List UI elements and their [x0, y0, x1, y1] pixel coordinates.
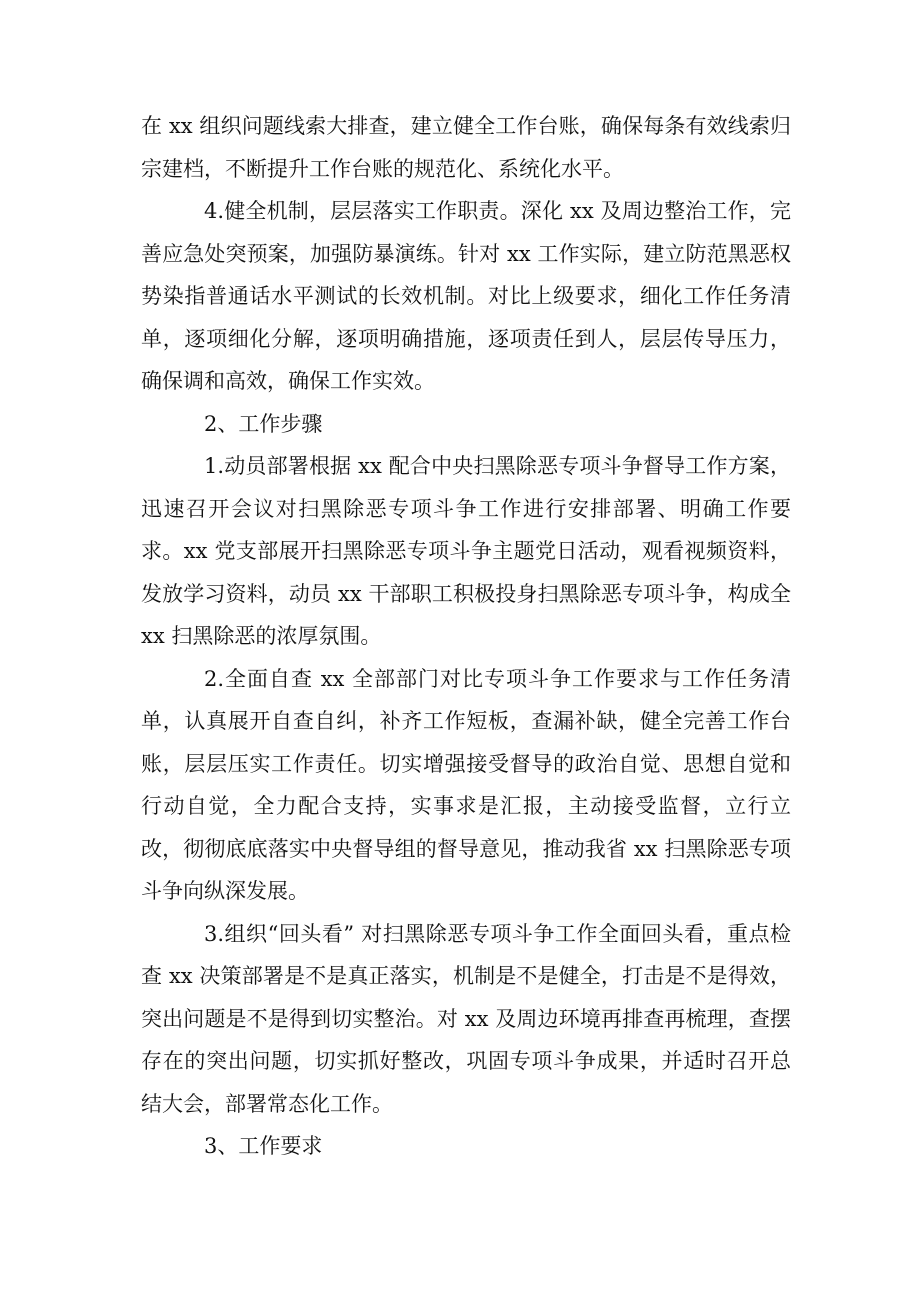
section-heading-work-steps: 2、工作步骤	[204, 411, 323, 436]
paragraph-self-inspection: 2.全面自查 xx 全部部门对比专项斗争工作要求与工作任务清单，认真展开自查自纠，补齐工作短板，查漏补缺，健全完善工作台账，层层压实工作责任。切实增强接受督导的政治自觉、思想自觉和行动自觉，全力配合支持，实事求是汇报，主动接受监督，立行立改，彻彻底底落实中央督导组的督导意见，推动我省 xx 扫黑除恶专项斗争向纵深发展。	[141, 666, 791, 903]
section-heading-work-requirements: 3、工作要求	[204, 1134, 323, 1158]
paragraph-continuation: 在 xx 组织问题线索大排查，建立健全工作台账，确保每条有效线索归宗建档，不断提升工作台账的规范化、系统化水平。	[141, 114, 791, 181]
paragraph-mechanism: 4.健全机制，层层落实工作职责。深化 xx 及周边整治工作，完善应急处突预案，加强防暴演练。针对 xx 工作实际，建立防范黑恶权势染指普通话水平测试的长效机制。对比上级要求，细化工作任务清单，逐项细化分解，逐项明确措施，逐项责任到人，层层传导压力，确保调和高效，确保工作实效。	[141, 199, 791, 393]
paragraph-mobilization: 1.动员部署根据 xx 配合中央扫黑除恶专项斗争督导工作方案，迅速召开会议对扫黑除恶专项斗争工作进行安排部署、明确工作要求。xx 党支部展开扫黑除恶专项斗争主题党日活动，观看视频资料，发放学习资料，动员 xx 干部职工积极投身扫黑除恶专项斗争，构成全 xx 扫黑除恶的浓厚氛围。	[141, 454, 791, 648]
paragraph-look-back: 3.组织“回头看” 对扫黑除恶专项斗争工作全面回头看，重点检查 xx 决策部署是不是真正落实，机制是不是健全，打击是不是得效，突出问题是不是得到切实整治。对 xx 及周边环境再排查再梳理，查摆存在的突出问题，切实抓好整改，巩固专项斗争成果，并适时召开总结大会，部署常态化工作。	[141, 921, 791, 1116]
document-body	[141, 105, 791, 1168]
